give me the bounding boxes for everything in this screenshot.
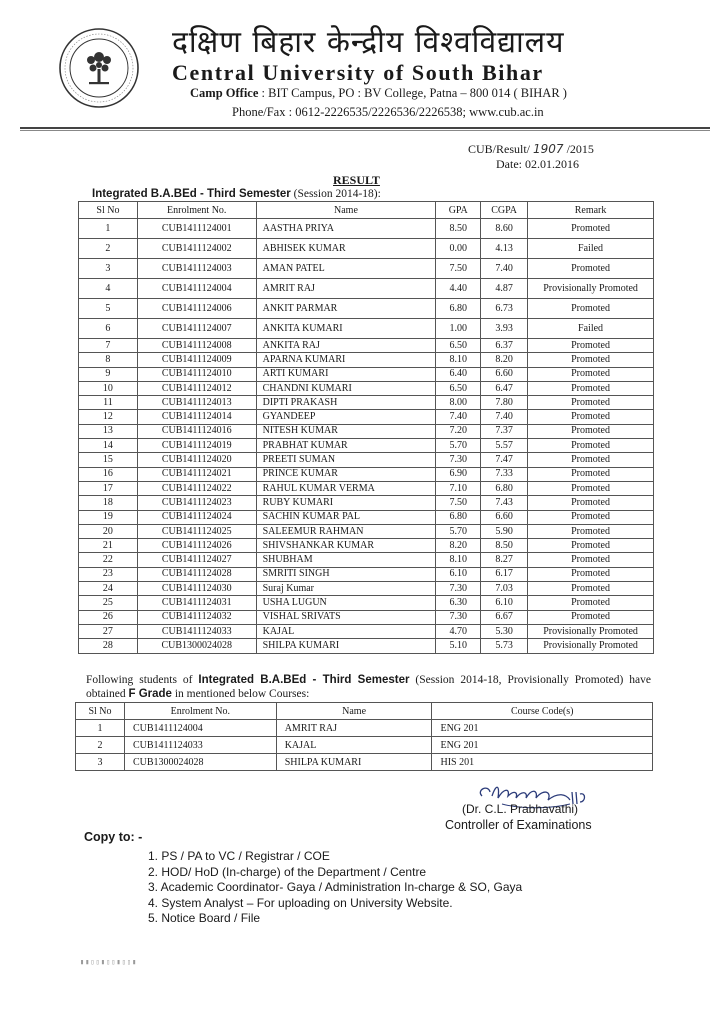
gpa-cell: 6.80 bbox=[436, 510, 481, 524]
result-row bbox=[79, 396, 654, 410]
copy-to-list bbox=[148, 849, 522, 927]
enrolment-no-cell: CUB1411124006 bbox=[137, 299, 256, 319]
gpa-cell: 6.80 bbox=[436, 299, 481, 319]
name-cell: RUBY KUMARI bbox=[256, 496, 436, 510]
sl-no-cell: 27 bbox=[79, 624, 138, 638]
f-header-enrolment-no: Enrolment No. bbox=[124, 703, 276, 720]
enrolment-no-cell: CUB1411124012 bbox=[137, 381, 256, 395]
result-row bbox=[79, 567, 654, 581]
remark-cell: Failed bbox=[528, 239, 654, 259]
gpa-cell: 7.20 bbox=[436, 424, 481, 438]
cgpa-cell: 6.60 bbox=[481, 367, 528, 381]
enrolment-no-cell: CUB1411124019 bbox=[137, 439, 256, 453]
f-sl-no-cell: 1 bbox=[76, 720, 125, 737]
result-row bbox=[79, 239, 654, 259]
sl-no-cell: 14 bbox=[79, 439, 138, 453]
remark-cell: Provisionally Promoted bbox=[528, 279, 654, 299]
header-sl-no: Sl No bbox=[79, 202, 138, 219]
name-cell: SALEEMUR RAHMAN bbox=[256, 524, 436, 538]
sl-no-cell: 5 bbox=[79, 299, 138, 319]
f-name-cell: AMRIT RAJ bbox=[276, 720, 432, 737]
f-course-code-cell: ENG 201 bbox=[432, 737, 653, 754]
name-cell: PREETI SUMAN bbox=[256, 453, 436, 467]
sl-no-cell: 15 bbox=[79, 453, 138, 467]
copy-to-item: 5. Notice Board / File bbox=[148, 911, 261, 925]
note-part-3: in mentioned below Courses: bbox=[171, 688, 310, 700]
enrolment-no-cell: CUB1411124031 bbox=[137, 596, 256, 610]
cgpa-cell: 5.30 bbox=[481, 624, 528, 638]
cgpa-cell: 7.47 bbox=[481, 453, 528, 467]
header-remark: Remark bbox=[528, 202, 654, 219]
result-row bbox=[79, 496, 654, 510]
name-cell: APARNA KUMARI bbox=[256, 353, 436, 367]
camp-office-label: Camp Office bbox=[190, 86, 259, 100]
result-table-body bbox=[79, 219, 654, 654]
gpa-cell: 1.00 bbox=[436, 319, 481, 339]
remark-cell: Promoted bbox=[528, 424, 654, 438]
cgpa-cell: 6.73 bbox=[481, 299, 528, 319]
result-row bbox=[79, 467, 654, 481]
remark-cell: Promoted bbox=[528, 439, 654, 453]
f-sl-no-cell: 2 bbox=[76, 737, 125, 754]
result-row bbox=[79, 319, 654, 339]
cgpa-cell: 6.80 bbox=[481, 481, 528, 495]
sl-no-cell: 23 bbox=[79, 567, 138, 581]
sl-no-cell: 9 bbox=[79, 367, 138, 381]
cgpa-cell: 6.37 bbox=[481, 339, 528, 353]
result-row bbox=[79, 624, 654, 638]
f-name-cell: KAJAL bbox=[276, 737, 432, 754]
reference-suffix: /2015 bbox=[563, 142, 594, 156]
result-row bbox=[79, 410, 654, 424]
cgpa-cell: 8.60 bbox=[481, 219, 528, 239]
enrolment-no-cell: CUB1411124030 bbox=[137, 582, 256, 596]
f-enrolment-no-cell: CUB1411124004 bbox=[124, 720, 276, 737]
result-row bbox=[79, 453, 654, 467]
name-cell: SHUBHAM bbox=[256, 553, 436, 567]
gpa-cell: 6.90 bbox=[436, 467, 481, 481]
sl-no-cell: 21 bbox=[79, 539, 138, 553]
gpa-cell: 5.70 bbox=[436, 524, 481, 538]
university-name-hindi: दक्षिण बिहार केन्द्रीय विश्वविद्यालय bbox=[172, 25, 565, 60]
result-row bbox=[79, 279, 654, 299]
remark-cell: Promoted bbox=[528, 596, 654, 610]
result-row bbox=[79, 610, 654, 624]
result-row bbox=[79, 299, 654, 319]
sl-no-cell: 8 bbox=[79, 353, 138, 367]
cgpa-cell: 5.73 bbox=[481, 639, 528, 653]
cgpa-cell: 8.50 bbox=[481, 539, 528, 553]
camp-office-address bbox=[190, 86, 567, 101]
remark-cell: Promoted bbox=[528, 567, 654, 581]
result-table bbox=[78, 201, 654, 654]
sl-no-cell: 10 bbox=[79, 381, 138, 395]
cgpa-cell: 7.40 bbox=[481, 410, 528, 424]
enrolment-no-cell: CUB1411124008 bbox=[137, 339, 256, 353]
university-seal-logo bbox=[58, 27, 140, 109]
name-cell: SHILPA KUMARI bbox=[256, 639, 436, 653]
gpa-cell: 8.10 bbox=[436, 353, 481, 367]
remark-cell: Promoted bbox=[528, 582, 654, 596]
remark-cell: Promoted bbox=[528, 553, 654, 567]
cgpa-cell: 6.67 bbox=[481, 610, 528, 624]
enrolment-no-cell: CUB1411124033 bbox=[137, 624, 256, 638]
result-row bbox=[79, 582, 654, 596]
sl-no-cell: 7 bbox=[79, 339, 138, 353]
name-cell: ARTI KUMARI bbox=[256, 367, 436, 381]
f-header-sl-no: Sl No bbox=[76, 703, 125, 720]
signatory-title: Controller of Examinations bbox=[445, 818, 592, 832]
f-grade-note bbox=[86, 673, 651, 701]
gpa-cell: 7.30 bbox=[436, 582, 481, 596]
enrolment-no-cell: CUB1411124022 bbox=[137, 481, 256, 495]
f-name-cell: SHILPA KUMARI bbox=[276, 754, 432, 771]
gpa-cell: 5.70 bbox=[436, 439, 481, 453]
f-sl-no-cell: 3 bbox=[76, 754, 125, 771]
gpa-cell: 6.10 bbox=[436, 567, 481, 581]
caption-session: (Session 2014-18): bbox=[290, 188, 381, 200]
enrolment-no-cell: CUB1411124032 bbox=[137, 610, 256, 624]
remark-cell: Promoted bbox=[528, 367, 654, 381]
f-grade-row bbox=[76, 737, 653, 754]
gpa-cell: 6.40 bbox=[436, 367, 481, 381]
scan-footer-mark: ▮▮▯▯▮▯▯▮▯▯▮ bbox=[80, 958, 138, 966]
cgpa-cell: 4.13 bbox=[481, 239, 528, 259]
remark-cell: Provisionally Promoted bbox=[528, 639, 654, 653]
f-grade-table bbox=[75, 702, 653, 771]
gpa-cell: 8.10 bbox=[436, 553, 481, 567]
gpa-cell: 6.50 bbox=[436, 339, 481, 353]
name-cell: SHIVSHANKAR KUMAR bbox=[256, 539, 436, 553]
result-row bbox=[79, 219, 654, 239]
phone-fax-line: Phone/Fax : 0612-2226535/2226536/2226538; www.cub.ac.in bbox=[232, 105, 544, 119]
f-grade-table-body bbox=[76, 720, 653, 771]
cgpa-cell: 4.87 bbox=[481, 279, 528, 299]
gpa-cell: 8.50 bbox=[436, 219, 481, 239]
sl-no-cell: 2 bbox=[79, 239, 138, 259]
name-cell: AASTHA PRIYA bbox=[256, 219, 436, 239]
remark-cell: Promoted bbox=[528, 353, 654, 367]
enrolment-no-cell: CUB1300024028 bbox=[137, 639, 256, 653]
remark-cell: Promoted bbox=[528, 481, 654, 495]
gpa-cell: 6.30 bbox=[436, 596, 481, 610]
remark-cell: Promoted bbox=[528, 381, 654, 395]
cgpa-cell: 7.43 bbox=[481, 496, 528, 510]
enrolment-no-cell: CUB1411124020 bbox=[137, 453, 256, 467]
result-row bbox=[79, 596, 654, 610]
sl-no-cell: 20 bbox=[79, 524, 138, 538]
note-part-2: (Session 2014-18, Provisionally Promoted) have obtained bbox=[86, 674, 652, 700]
note-program: Integrated B.A.BEd - Third Semester bbox=[198, 674, 410, 686]
name-cell: CHANDNI KUMARI bbox=[256, 381, 436, 395]
enrolment-no-cell: CUB1411124001 bbox=[137, 219, 256, 239]
f-enrolment-no-cell: CUB1300024028 bbox=[124, 754, 276, 771]
name-cell: PRINCE KUMAR bbox=[256, 467, 436, 481]
name-cell: ANKITA KUMARI bbox=[256, 319, 436, 339]
result-row bbox=[79, 367, 654, 381]
sl-no-cell: 19 bbox=[79, 510, 138, 524]
document-date: Date: 02.01.2016 bbox=[496, 157, 579, 171]
remark-cell: Promoted bbox=[528, 610, 654, 624]
cgpa-cell: 5.57 bbox=[481, 439, 528, 453]
result-row bbox=[79, 353, 654, 367]
gpa-cell: 7.30 bbox=[436, 453, 481, 467]
remark-cell: Promoted bbox=[528, 510, 654, 524]
remark-cell: Promoted bbox=[528, 410, 654, 424]
result-row bbox=[79, 481, 654, 495]
result-title: RESULT bbox=[333, 173, 380, 187]
result-row bbox=[79, 381, 654, 395]
cgpa-cell: 6.10 bbox=[481, 596, 528, 610]
remark-cell: Promoted bbox=[528, 299, 654, 319]
enrolment-no-cell: CUB1411124023 bbox=[137, 496, 256, 510]
gpa-cell: 7.50 bbox=[436, 496, 481, 510]
result-row bbox=[79, 259, 654, 279]
f-course-code-cell: HIS 201 bbox=[432, 754, 653, 771]
gpa-cell: 4.70 bbox=[436, 624, 481, 638]
name-cell: USHA LUGUN bbox=[256, 596, 436, 610]
cgpa-cell: 6.17 bbox=[481, 567, 528, 581]
name-cell: ABHISEK KUMAR bbox=[256, 239, 436, 259]
sl-no-cell: 22 bbox=[79, 553, 138, 567]
header-name: Name bbox=[256, 202, 436, 219]
remark-cell: Promoted bbox=[528, 524, 654, 538]
remark-cell: Promoted bbox=[528, 467, 654, 481]
copy-to-item: 1. PS / PA to VC / Registrar / COE bbox=[148, 849, 330, 863]
f-grade-row bbox=[76, 754, 653, 771]
cgpa-cell: 7.33 bbox=[481, 467, 528, 481]
gpa-cell: 7.50 bbox=[436, 259, 481, 279]
enrolment-no-cell: CUB1411124002 bbox=[137, 239, 256, 259]
result-row bbox=[79, 424, 654, 438]
header-enrolment-no: Enrolment No. bbox=[137, 202, 256, 219]
gpa-cell: 7.40 bbox=[436, 410, 481, 424]
gpa-cell: 7.10 bbox=[436, 481, 481, 495]
cgpa-cell: 6.47 bbox=[481, 381, 528, 395]
cgpa-cell: 5.90 bbox=[481, 524, 528, 538]
cgpa-cell: 7.03 bbox=[481, 582, 528, 596]
f-grade-row bbox=[76, 720, 653, 737]
sl-no-cell: 17 bbox=[79, 481, 138, 495]
caption-program: Integrated B.A.BEd - Third Semester bbox=[92, 188, 291, 200]
sl-no-cell: 16 bbox=[79, 467, 138, 481]
reference-number bbox=[468, 142, 594, 157]
result-row bbox=[79, 339, 654, 353]
name-cell: KAJAL bbox=[256, 624, 436, 638]
camp-office-text: : BIT Campus, PO : BV College, Patna – 800 014 ( BIHAR ) bbox=[258, 86, 567, 100]
sl-no-cell: 1 bbox=[79, 219, 138, 239]
result-row bbox=[79, 439, 654, 453]
cgpa-cell: 8.20 bbox=[481, 353, 528, 367]
name-cell: SMRITI SINGH bbox=[256, 567, 436, 581]
cgpa-cell: 6.60 bbox=[481, 510, 528, 524]
gpa-cell: 8.20 bbox=[436, 539, 481, 553]
enrolment-no-cell: CUB1411124026 bbox=[137, 539, 256, 553]
header-cgpa: CGPA bbox=[481, 202, 528, 219]
sl-no-cell: 28 bbox=[79, 639, 138, 653]
cgpa-cell: 8.27 bbox=[481, 553, 528, 567]
result-table-header bbox=[79, 202, 654, 219]
name-cell: ANKITA RAJ bbox=[256, 339, 436, 353]
gpa-cell: 7.30 bbox=[436, 610, 481, 624]
name-cell: PRABHAT KUMAR bbox=[256, 439, 436, 453]
reference-prefix: CUB/Result/ bbox=[468, 142, 534, 156]
cgpa-cell: 7.80 bbox=[481, 396, 528, 410]
enrolment-no-cell: CUB1411124025 bbox=[137, 524, 256, 538]
result-row bbox=[79, 510, 654, 524]
table-caption bbox=[92, 188, 381, 200]
f-header-name: Name bbox=[276, 703, 432, 720]
remark-cell: Promoted bbox=[528, 339, 654, 353]
f-enrolment-no-cell: CUB1411124033 bbox=[124, 737, 276, 754]
sl-no-cell: 12 bbox=[79, 410, 138, 424]
enrolment-no-cell: CUB1411124013 bbox=[137, 396, 256, 410]
remark-cell: Promoted bbox=[528, 453, 654, 467]
gpa-cell: 6.50 bbox=[436, 381, 481, 395]
f-header-course-codes: Course Code(s) bbox=[432, 703, 653, 720]
copy-to-item: 3. Academic Coordinator- Gaya / Administration In-charge & SO, Gaya bbox=[148, 880, 523, 894]
gpa-cell: 8.00 bbox=[436, 396, 481, 410]
enrolment-no-cell: CUB1411124003 bbox=[137, 259, 256, 279]
enrolment-no-cell: CUB1411124016 bbox=[137, 424, 256, 438]
enrolment-no-cell: CUB1411124014 bbox=[137, 410, 256, 424]
sl-no-cell: 3 bbox=[79, 259, 138, 279]
remark-cell: Failed bbox=[528, 319, 654, 339]
gpa-cell: 4.40 bbox=[436, 279, 481, 299]
remark-cell: Provisionally Promoted bbox=[528, 624, 654, 638]
note-f-grade: F Grade bbox=[128, 688, 172, 700]
cgpa-cell: 3.93 bbox=[481, 319, 528, 339]
sl-no-cell: 11 bbox=[79, 396, 138, 410]
name-cell: Suraj Kumar bbox=[256, 582, 436, 596]
copy-to-item: 2. HOD/ HoD (In-charge) of the Department / Centre bbox=[148, 864, 427, 879]
sl-no-cell: 25 bbox=[79, 596, 138, 610]
name-cell: AMAN PATEL bbox=[256, 259, 436, 279]
cgpa-cell: 7.40 bbox=[481, 259, 528, 279]
enrolment-no-cell: CUB1411124028 bbox=[137, 567, 256, 581]
result-row bbox=[79, 639, 654, 653]
remark-cell: Promoted bbox=[528, 259, 654, 279]
f-course-code-cell: ENG 201 bbox=[432, 720, 653, 737]
enrolment-no-cell: CUB1411124024 bbox=[137, 510, 256, 524]
header-divider bbox=[20, 127, 710, 131]
header-gpa: GPA bbox=[436, 202, 481, 219]
gpa-cell: 5.10 bbox=[436, 639, 481, 653]
sl-no-cell: 26 bbox=[79, 610, 138, 624]
name-cell: SACHIN KUMAR PAL bbox=[256, 510, 436, 524]
name-cell: DIPTI PRAKASH bbox=[256, 396, 436, 410]
cgpa-cell: 7.37 bbox=[481, 424, 528, 438]
note-part-1: Following students of bbox=[86, 674, 199, 686]
enrolment-no-cell: CUB1411124027 bbox=[137, 553, 256, 567]
result-row bbox=[79, 553, 654, 567]
remark-cell: Promoted bbox=[528, 396, 654, 410]
remark-cell: Promoted bbox=[528, 539, 654, 553]
name-cell: NITESH KUMAR bbox=[256, 424, 436, 438]
signatory-name: (Dr. C.L. Prabhavathi) bbox=[462, 802, 579, 816]
sl-no-cell: 4 bbox=[79, 279, 138, 299]
sl-no-cell: 18 bbox=[79, 496, 138, 510]
copy-to-heading: Copy to: - bbox=[84, 830, 143, 844]
gpa-cell: 0.00 bbox=[436, 239, 481, 259]
name-cell: AMRIT RAJ bbox=[256, 279, 436, 299]
sl-no-cell: 6 bbox=[79, 319, 138, 339]
result-row bbox=[79, 524, 654, 538]
name-cell: RAHUL KUMAR VERMA bbox=[256, 481, 436, 495]
name-cell: GYANDEEP bbox=[256, 410, 436, 424]
remark-cell: Promoted bbox=[528, 496, 654, 510]
name-cell: ANKIT PARMAR bbox=[256, 299, 436, 319]
f-grade-table-header bbox=[76, 703, 653, 720]
enrolment-no-cell: CUB1411124021 bbox=[137, 467, 256, 481]
enrolment-no-cell: CUB1411124009 bbox=[137, 353, 256, 367]
remark-cell: Promoted bbox=[528, 219, 654, 239]
university-name-english: Central University of South Bihar bbox=[172, 60, 544, 85]
reference-handwritten-number: 1907 bbox=[533, 142, 564, 156]
enrolment-no-cell: CUB1411124010 bbox=[137, 367, 256, 381]
copy-to-item: 4. System Analyst – For uploading on University Website. bbox=[148, 895, 453, 910]
sl-no-cell: 24 bbox=[79, 582, 138, 596]
enrolment-no-cell: CUB1411124007 bbox=[137, 319, 256, 339]
result-row bbox=[79, 539, 654, 553]
enrolment-no-cell: CUB1411124004 bbox=[137, 279, 256, 299]
name-cell: VISHAL SRIVATS bbox=[256, 610, 436, 624]
sl-no-cell: 13 bbox=[79, 424, 138, 438]
